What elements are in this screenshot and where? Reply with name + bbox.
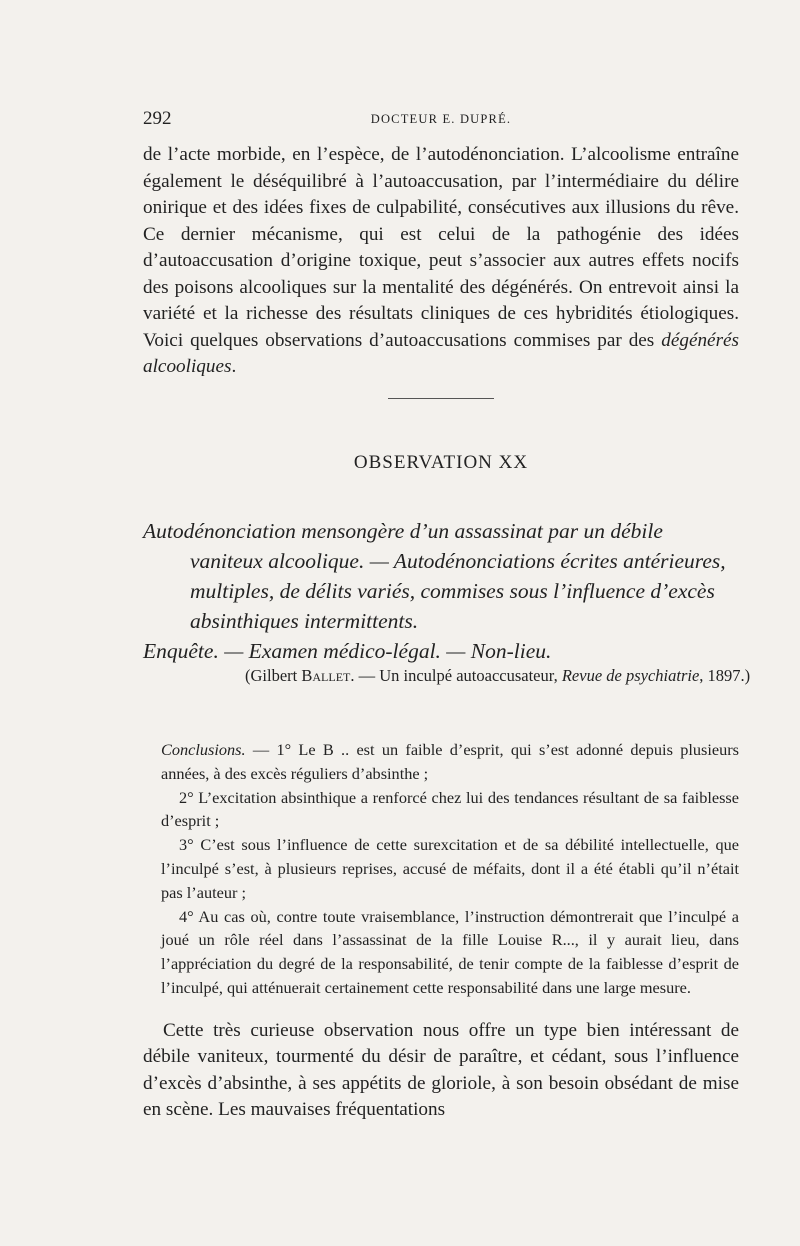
- running-head: DOCTEUR E. DUPRÉ.: [370, 112, 512, 126]
- source-journal: Revue de psychiatrie: [561, 666, 700, 685]
- observation-source: [245, 664, 764, 688]
- section-divider: [388, 398, 494, 399]
- intro-italic-phrase: dégénérés alcooliques: [143, 329, 740, 377]
- conclusions-block: [161, 738, 739, 1000]
- page-header: [143, 108, 739, 134]
- conclusion-item-1: [161, 738, 739, 786]
- observation-title: OBSERVATION XX: [353, 452, 529, 473]
- source-middle: . — Un inculpé autoaccusateur,: [350, 666, 558, 685]
- final-paragraph: Cette très curieuse observation nous offre un type bien intéressant de débile vaniteux, tourmenté du désir de paraître, et cédant, sous l’influence d’excès d’absinthe, à ses appétits de gloriole, à son besoin obsédant de mise en scène. Les mauvaises fréquentations: [143, 1020, 739, 1121]
- conclusions-lead: Conclusions.: [161, 740, 246, 759]
- source-prefix: (Gilbert: [245, 666, 298, 685]
- intro-text: de l’acte morbide, en l’espèce, de l’autodénonciation. L’alcoolisme entraîne également le déséquilibré à l’autoaccusation, par l’intermédiaire du délire onirique et des idées fixes de culpabilité, consécutives aux illusions du rêve. Ce dernier mécanisme, qui est celui de la pathogénie des idées d’autoaccusation d’origine toxique, peut s’associer aux autres effets nocifs des poisons alcooliques sur la mentalité des dégénérés. On entrevoit ainsi la variété et la richesse des résultats cliniques de ces hybridités étiologiques. Voici quelques observations d’autoaccusations commises par des: [143, 144, 739, 351]
- conclusion-item-3: 3° C’est sous l’influence de cette surexcitation et de sa débilité intellectuelle, que l’inculpé s’est, à plusieurs reprises, accusé de méfaits, dont il a été établi qu’il n’était pas l’auteur ;: [161, 835, 739, 902]
- conclusion-item-2: 2° L’excitation absinthique a renforcé chez lui des tendances résultant de sa faiblesse d’esprit ;: [161, 787, 739, 831]
- conclusion-item-1-text: — 1° Le B .. est un faible d’esprit, qui s’est adonné depuis plusieurs années, à des excès réguliers d’absinthe ;: [161, 740, 739, 783]
- source-author: Ballet: [301, 666, 351, 685]
- conclusion-item-4: 4° Au cas où, contre toute vraisemblance, l’instruction démontrerait que l’inculpé a joué un rôle réel dans l’assassinat de la fille Louise R..., il y aurait lieu, dans l’appréciation du degré de la responsabilité, de tenir compte de la faiblesse d’esprit de l’inculpé, qui atténuerait certainement cette responsabilité dans une large mesure.: [161, 906, 739, 997]
- observation-heading: [143, 516, 739, 666]
- observation-heading-line1: Autodénonciation mensongère d’un assassinat par un débile vaniteux alcoolique. — Autodénonciations écrites antérieures, multiples, de délits variés, commises sous l’influence d’excès absinthiques intermittents.: [143, 519, 726, 633]
- observation-heading-line2: Enquête. — Examen médico-légal. — Non-lieu.: [143, 639, 552, 663]
- intro-paragraph: [143, 142, 739, 381]
- page-number: 292: [143, 108, 172, 129]
- intro-end-punct: .: [231, 356, 237, 377]
- source-suffix: , 1897.): [699, 666, 751, 685]
